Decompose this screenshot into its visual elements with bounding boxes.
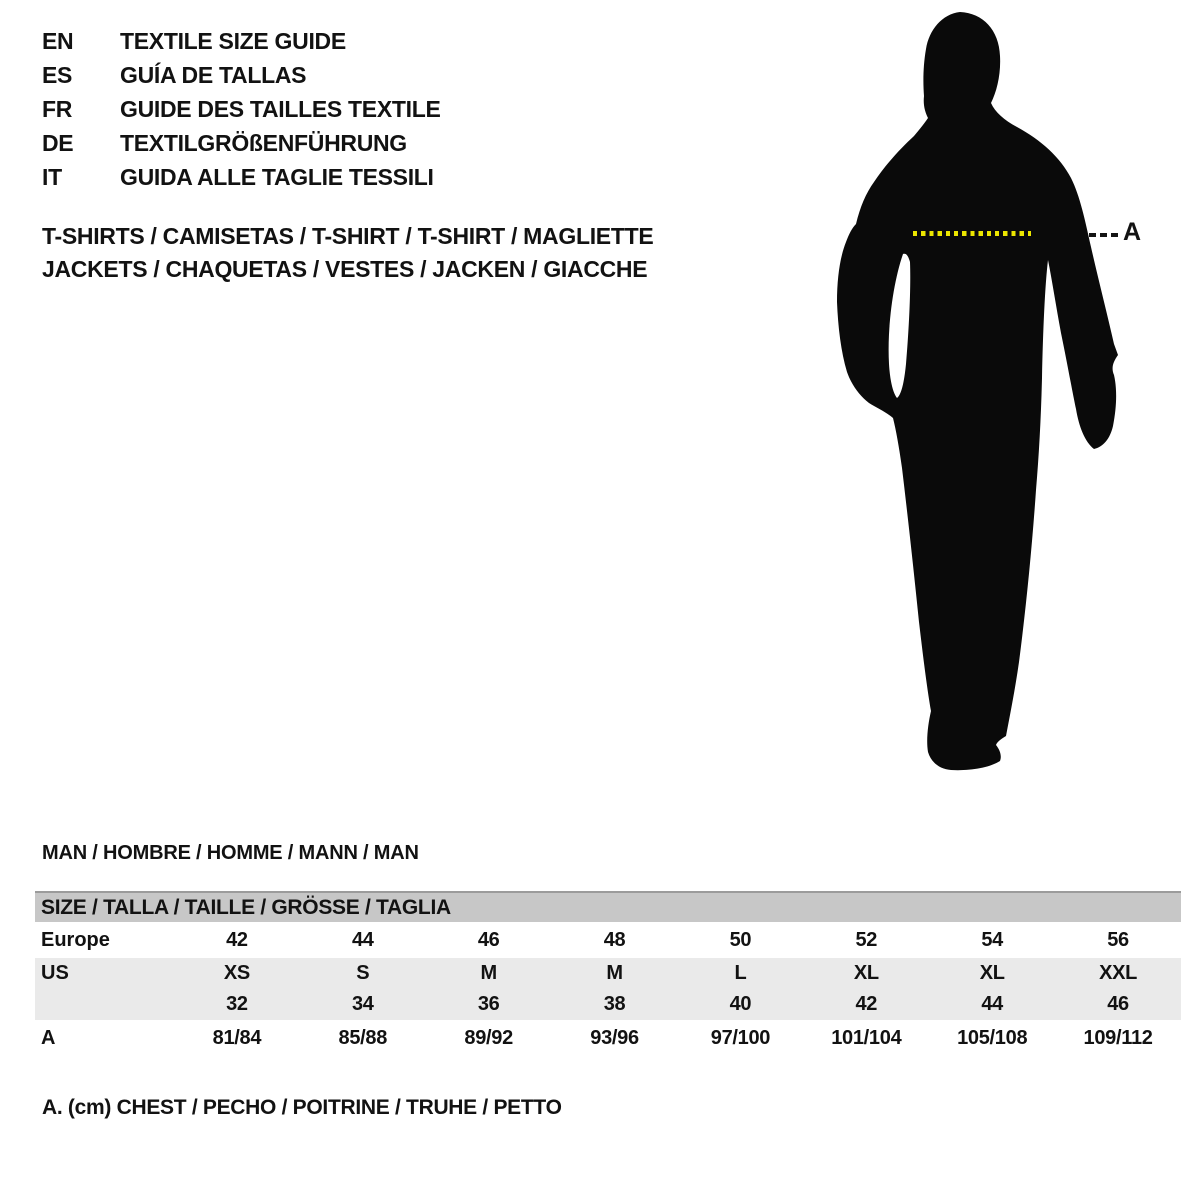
row-label: [35, 989, 174, 1020]
language-row: [42, 92, 441, 126]
table-cell: 44: [981, 993, 1004, 1015]
table-cell: 32: [226, 993, 248, 1015]
table-cell: 42: [855, 993, 878, 1015]
table-cell: 105/108: [957, 1026, 1028, 1049]
table-cell: 81/84: [212, 1026, 262, 1049]
language-code: DE: [42, 129, 74, 156]
language-code: FR: [42, 95, 73, 122]
table-cell: 52: [855, 928, 878, 951]
chest-measure-line: [913, 231, 1031, 236]
table-cell: 38: [603, 993, 626, 1015]
language-row: [42, 58, 441, 92]
section-heading-man: MAN / HOMBRE / HOMME / MANN / MAN: [42, 842, 419, 864]
table-cell: M: [606, 962, 623, 984]
language-title: GUÍA DE TALLAS: [120, 61, 307, 88]
category-line-jackets: JACKETS / CHAQUETAS / VESTES / JACKEN / GIACCHE: [42, 256, 648, 282]
marker-a-dashes: [1089, 233, 1119, 237]
table-cell: 54: [981, 928, 1004, 951]
table-cell: 56: [1107, 928, 1129, 951]
table-cell: 46: [477, 928, 500, 951]
table-cell: 109/112: [1083, 1026, 1153, 1049]
category-line-tshirts: T-SHIRTS / CAMISETAS / T-SHIRT / T-SHIRT / MAGLIETTE: [42, 223, 654, 249]
marker-a-label: A: [1123, 218, 1142, 246]
table-cell: 42: [226, 928, 248, 951]
footnote-chest-legend: A. (cm) CHEST / PECHO / POITRINE / TRUHE / PETTO: [42, 1096, 562, 1119]
row-label: A: [41, 1026, 56, 1049]
garment-categories: [42, 220, 653, 286]
table-cell: 36: [477, 993, 500, 1015]
table-cell: 34: [351, 993, 374, 1015]
table-cell: 93/96: [590, 1026, 639, 1049]
table-row-us: [35, 958, 1181, 989]
language-row: [42, 160, 441, 194]
language-title: TEXTILGRÖßENFÜHRUNG: [120, 129, 407, 156]
language-code: IT: [42, 163, 62, 190]
table-row-chest-cm: [35, 1020, 1181, 1056]
size-table: [35, 891, 1181, 1056]
table-cell: XL: [853, 962, 879, 984]
language-code: ES: [42, 61, 73, 88]
row-label: US: [41, 962, 69, 984]
table-cell: S: [356, 962, 370, 984]
table-cell: 101/104: [831, 1026, 902, 1049]
table-cell: 50: [729, 928, 752, 951]
language-title: GUIDE DES TAILLES TEXTILE: [120, 95, 441, 122]
size-table-header: SIZE / TALLA / TAILLE / GRÖSSE / TAGLIA: [35, 891, 1181, 922]
man-silhouette: [820, 5, 1150, 780]
language-row: [42, 126, 441, 160]
table-row-numeric: [35, 989, 1181, 1020]
table-cell: XXL: [1099, 962, 1138, 984]
table-cell: XL: [979, 962, 1005, 984]
table-row-europe: [35, 922, 1181, 958]
table-cell: XS: [223, 962, 250, 984]
table-cell: 85/88: [338, 1026, 388, 1049]
language-code: EN: [42, 27, 74, 54]
table-cell: 44: [351, 928, 374, 951]
row-label: Europe: [41, 928, 110, 951]
language-row: [42, 24, 441, 58]
table-cell: 40: [729, 993, 752, 1015]
table-cell: 97/100: [710, 1026, 771, 1049]
table-cell: M: [480, 962, 497, 984]
table-cell: 89/92: [464, 1026, 513, 1049]
language-title: GUIDA ALLE TAGLIE TESSILI: [120, 163, 434, 190]
table-cell: L: [734, 962, 747, 984]
table-cell: 48: [603, 928, 626, 951]
table-cell: 46: [1107, 993, 1129, 1015]
language-title: TEXTILE SIZE GUIDE: [120, 27, 346, 54]
language-title-block: [42, 24, 441, 194]
